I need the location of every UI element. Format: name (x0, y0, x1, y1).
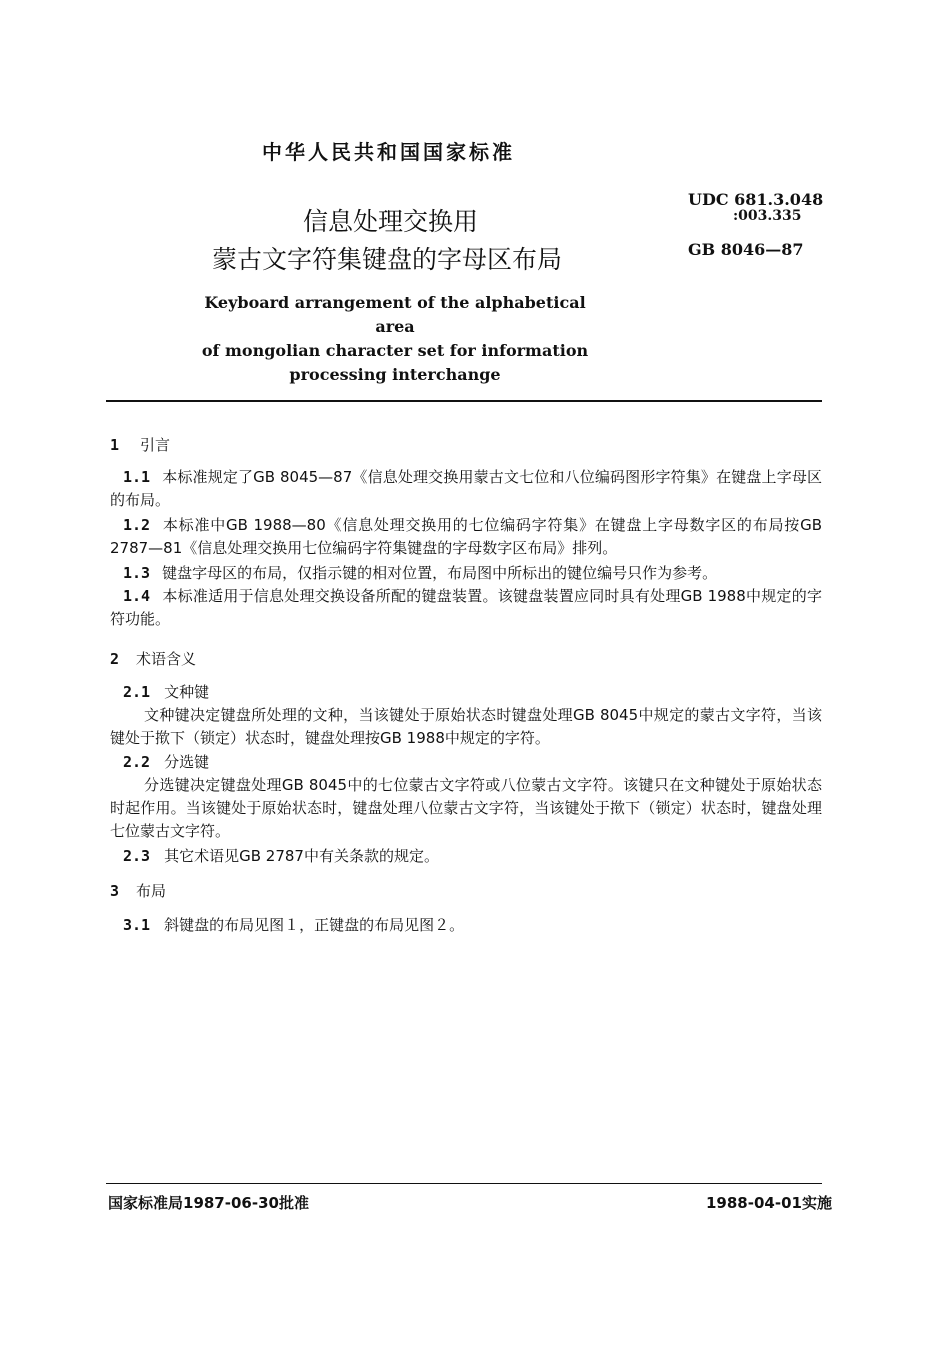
udc-code: UDC 681.3.048 (688, 190, 824, 209)
english-title-line3: processing interchange (289, 365, 501, 384)
paragraph-text: 本标准适用于信息处理交换设备所配的键盘装置。该键盘装置应同时具有处理GB 1988中规定的字符功能。 (110, 587, 822, 628)
paragraph-text: 键盘字母区的布局，仅指示键的相对位置，布局图中所标出的键位编号只作为参考。 (162, 564, 718, 582)
section-number: 2 (110, 650, 120, 668)
section-title: 布局 (136, 882, 167, 900)
section-title: 引言 (140, 436, 171, 454)
subsection-number: 2.1 (123, 683, 151, 701)
subsection-number: 3.1 (123, 916, 151, 934)
subsection-2-3 (123, 845, 439, 867)
english-title-line1: Keyboard arrangement of the alphabetical area (204, 293, 586, 336)
section-2-heading (110, 648, 196, 670)
udc-code-continued: :003.335 (733, 208, 802, 224)
section-1-heading (110, 434, 170, 456)
subsection-text: 斜键盘的布局见图１，正键盘的布局见图２。 (164, 916, 465, 934)
section-number: 1 (110, 436, 120, 454)
english-title-line2: of mongolian character set for information (201, 341, 589, 360)
paragraph-text: 本标准规定了GB 8045—87《信息处理交换用蒙古文七位和八位编码图形字符集》在键盘上字母区的布局。 (110, 468, 822, 509)
paragraph-text: 本标准中GB 1988—80《信息处理交换用的七位编码字符集》在键盘上字母数字区的布局按GB 2787—81《信息处理交换用七位编码字符集键盘的字母数字区布局》排列。 (110, 516, 822, 557)
section-title: 术语含义 (136, 650, 197, 668)
approval-date: 国家标准局1987-06-30批准 (108, 1194, 309, 1212)
subsection-title: 文种键 (164, 683, 210, 701)
effective-date: 1988-04-01实施 (706, 1194, 832, 1212)
header-divider (106, 400, 822, 402)
national-standard-heading: 中华人民共和国国家标准 (262, 140, 515, 164)
footer-divider (106, 1183, 822, 1184)
paragraph-1-3 (110, 562, 822, 585)
paragraph-1-2 (110, 514, 822, 560)
subsection-title: 分选键 (164, 753, 210, 771)
paragraph-1-4 (110, 585, 822, 631)
subsection-text: 其它术语见GB 2787中有关条款的规定。 (164, 847, 439, 865)
subsection-2-2-text: 分选键决定键盘处理GB 8045中的七位蒙古文字符或八位蒙古文字符。该键只在文种键处于原始状态时起作用。当该键处于原始状态时，键盘处理八位蒙古文字符，当该键处于揿下（锁定）状态时，键盘处理七位蒙古文字符。 (110, 776, 822, 840)
subsection-2-1-text: 文种键决定键盘所处理的文种，当该键处于原始状态时键盘处理GB 8045中规定的蒙古文字符，当该键处于揿下（锁定）状态时，键盘处理按GB 1988中规定的字符。 (110, 706, 822, 747)
paragraph-number: 1.1 (123, 468, 151, 486)
subsection-2-1-heading (123, 681, 209, 703)
subsection-number: 2.3 (123, 847, 151, 865)
gb-standard-code: GB 8046—87 (688, 240, 804, 259)
subsection-number: 2.2 (123, 753, 151, 771)
paragraph-number: 1.3 (123, 564, 151, 582)
document-title-line2: 蒙古文字符集键盘的字母区布局 (212, 245, 563, 274)
section-number: 3 (110, 882, 120, 900)
english-title (200, 291, 590, 387)
document-title-line1: 信息处理交换用 (303, 207, 479, 236)
paragraph-number: 1.4 (123, 587, 151, 605)
paragraph-number: 1.2 (123, 516, 151, 534)
section-3-heading (110, 880, 166, 902)
paragraph-1-1 (110, 466, 822, 512)
subsection-3-1 (123, 914, 464, 936)
subsection-2-2-heading (123, 751, 209, 773)
